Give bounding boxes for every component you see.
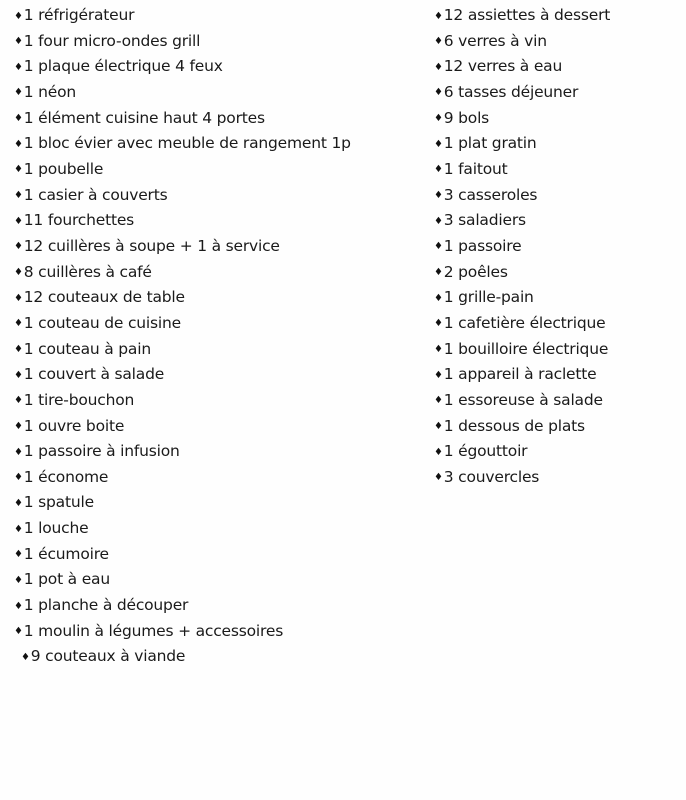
inventory-list-item	[14, 183, 424, 209]
inventory-list-item	[434, 439, 682, 465]
diamond-bullet-icon: ♦	[14, 164, 23, 176]
inventory-list-item	[14, 337, 424, 363]
inventory-list-item	[434, 183, 682, 209]
diamond-bullet-icon: ♦	[14, 190, 23, 202]
inventory-list-item	[14, 644, 424, 670]
diamond-bullet-icon: ♦	[434, 344, 443, 356]
inventory-list-item	[434, 285, 682, 311]
inventory-list-item	[14, 3, 424, 29]
inventory-list-item	[14, 260, 424, 286]
inventory-list-item	[434, 3, 682, 29]
diamond-bullet-icon: ♦	[14, 113, 23, 125]
item-label: 1 plaque électrique 4 feux	[23, 57, 223, 76]
item-label: 1 couteau de cuisine	[23, 313, 181, 332]
item-label: 6 verres à vin	[443, 31, 547, 50]
diamond-bullet-icon: ♦	[14, 267, 23, 279]
diamond-bullet-icon: ♦	[14, 574, 23, 586]
inventory-list-item	[14, 619, 424, 645]
inventory-list-item	[14, 439, 424, 465]
diamond-bullet-icon: ♦	[14, 600, 23, 612]
item-label: 6 tasses déjeuner	[443, 82, 579, 101]
item-label: 1 planche à découper	[23, 596, 189, 615]
diamond-bullet-icon: ♦	[14, 421, 23, 432]
diamond-bullet-icon: ♦	[14, 472, 23, 484]
diamond-bullet-icon: ♦	[434, 215, 443, 227]
item-label: 1 réfrigérateur	[23, 6, 135, 24]
item-label: 1 plat gratin	[443, 134, 537, 153]
diamond-bullet-icon: ♦	[434, 138, 443, 150]
inventory-list-item	[14, 54, 424, 80]
diamond-bullet-icon: ♦	[14, 138, 23, 150]
inventory-list-item	[434, 465, 682, 491]
inventory-list-item	[434, 131, 682, 157]
inventory-list-item	[434, 106, 682, 132]
diamond-bullet-icon: ♦	[14, 10, 23, 22]
inventory-list-item	[14, 542, 424, 568]
inventory-list-item	[434, 54, 682, 80]
diamond-bullet-icon: ♦	[434, 113, 443, 125]
item-label: 3 saladiers	[443, 211, 526, 230]
inventory-column-left	[14, 3, 424, 670]
item-label: 1 couteau à pain	[23, 339, 151, 358]
inventory-list-item	[14, 593, 424, 619]
diamond-bullet-icon: ♦	[434, 395, 443, 407]
inventory-list-item	[14, 311, 424, 337]
diamond-bullet-icon: ♦	[14, 549, 23, 561]
inventory-list-item	[14, 388, 424, 414]
inventory-list-item	[14, 414, 424, 440]
inventory-list-item	[14, 157, 424, 183]
inventory-list-item	[14, 362, 424, 388]
diamond-bullet-icon: ♦	[14, 61, 23, 73]
diamond-bullet-icon: ♦	[434, 36, 443, 48]
diamond-bullet-icon: ♦	[434, 369, 443, 381]
item-label: 1 passoire à infusion	[23, 442, 180, 461]
inventory-list-item	[434, 234, 682, 260]
item-label: 2 poêles	[443, 262, 508, 281]
diamond-bullet-icon: ♦	[434, 446, 443, 458]
diamond-bullet-icon: ♦	[434, 292, 443, 304]
item-label: 1 poubelle	[23, 159, 104, 178]
item-label: 1 élément cuisine haut 4 portes	[23, 108, 265, 127]
diamond-bullet-icon: ♦	[14, 523, 23, 535]
diamond-bullet-icon: ♦	[14, 241, 23, 253]
item-label: 1 écumoire	[23, 544, 109, 563]
diamond-bullet-icon: ♦	[434, 87, 443, 99]
diamond-bullet-icon: ♦	[434, 241, 443, 253]
diamond-bullet-icon: ♦	[14, 292, 23, 304]
item-label: 1 ouvre boite	[23, 416, 125, 435]
diamond-bullet-icon: ♦	[434, 190, 443, 202]
diamond-bullet-icon: ♦	[14, 395, 23, 407]
diamond-bullet-icon: ♦	[434, 61, 443, 73]
item-label: 1 bouilloire électrique	[443, 339, 609, 358]
item-label: 1 dessous de plats	[443, 416, 585, 435]
inventory-list-item	[434, 388, 682, 414]
diamond-bullet-icon: ♦	[434, 10, 443, 22]
inventory-list-item	[434, 157, 682, 183]
item-label: 3 couvercles	[443, 467, 540, 486]
item-label: 9 couteaux à viande	[30, 647, 186, 666]
diamond-bullet-icon: ♦	[434, 472, 443, 484]
inventory-column-right	[434, 3, 682, 490]
inventory-list-item	[434, 260, 682, 286]
inventory-list-item	[14, 234, 424, 260]
diamond-bullet-icon: ♦	[14, 215, 23, 227]
diamond-bullet-icon: ♦	[434, 164, 443, 176]
item-label: 12 verres à eau	[443, 57, 563, 76]
inventory-list-item	[14, 285, 424, 311]
diamond-bullet-icon: ♦	[434, 421, 443, 432]
item-label: 1 essoreuse à salade	[443, 390, 603, 409]
item-label: 12 cuillères à soupe + 1 à service	[23, 236, 280, 255]
inventory-list-item	[14, 80, 424, 106]
diamond-bullet-icon: ♦	[14, 369, 23, 381]
item-label: 11 fourchettes	[23, 211, 135, 230]
diamond-bullet-icon: ♦	[14, 344, 23, 356]
item-label: 1 passoire	[443, 236, 522, 255]
item-label: 8 cuillères à café	[23, 262, 152, 281]
inventory-list-item	[434, 362, 682, 388]
item-label: 9 bols	[443, 108, 490, 127]
diamond-bullet-icon: ♦	[14, 87, 23, 99]
inventory-list-item	[14, 567, 424, 593]
inventory-list-left	[14, 3, 424, 670]
diamond-bullet-icon: ♦	[14, 318, 23, 330]
inventory-list-item	[14, 106, 424, 132]
inventory-list-item	[14, 490, 424, 516]
item-label: 1 néon	[23, 82, 77, 101]
item-label: 1 appareil à raclette	[443, 365, 597, 384]
item-label: 1 spatule	[23, 493, 94, 512]
diamond-bullet-icon: ♦	[14, 497, 23, 509]
item-label: 1 tire-bouchon	[23, 390, 135, 409]
diamond-bullet-icon: ♦	[434, 267, 443, 279]
inventory-list-item	[434, 80, 682, 106]
inventory-list-item	[14, 208, 424, 234]
inventory-list-item	[14, 131, 424, 157]
diamond-bullet-icon: ♦	[14, 36, 23, 48]
item-label: 12 couteaux de table	[23, 288, 185, 307]
inventory-list-item	[434, 337, 682, 363]
item-label: 1 bloc évier avec meuble de rangement 1p	[23, 134, 351, 153]
item-label: 3 casseroles	[443, 185, 538, 204]
diamond-bullet-icon: ♦	[14, 446, 23, 458]
item-label: 1 louche	[23, 519, 89, 538]
inventory-list-item	[434, 414, 682, 440]
item-label: 1 économe	[23, 467, 109, 486]
diamond-bullet-icon: ♦	[434, 318, 443, 330]
item-label: 1 casier à couverts	[23, 185, 168, 204]
item-label: 1 four micro-ondes grill	[23, 31, 201, 50]
item-label: 1 couvert à salade	[23, 365, 165, 384]
item-label: 1 cafetière électrique	[443, 313, 606, 332]
item-label: 1 faitout	[443, 159, 508, 178]
diamond-bullet-icon: ♦	[14, 626, 23, 638]
inventory-list-item	[434, 208, 682, 234]
diamond-bullet-icon: ♦	[21, 651, 30, 663]
inventory-list-item	[434, 29, 682, 55]
inventory-list-item	[14, 516, 424, 542]
inventory-list-item	[14, 29, 424, 55]
inventory-list-item	[434, 311, 682, 337]
inventory-list-item	[14, 465, 424, 491]
inventory-list-right	[434, 3, 682, 490]
item-label: 1 égouttoir	[443, 442, 528, 461]
item-label: 1 grille-pain	[443, 288, 534, 307]
item-label: 1 moulin à légumes + accessoires	[23, 621, 284, 640]
item-label: 12 assiettes à dessert	[443, 6, 611, 24]
item-label: 1 pot à eau	[23, 570, 110, 589]
